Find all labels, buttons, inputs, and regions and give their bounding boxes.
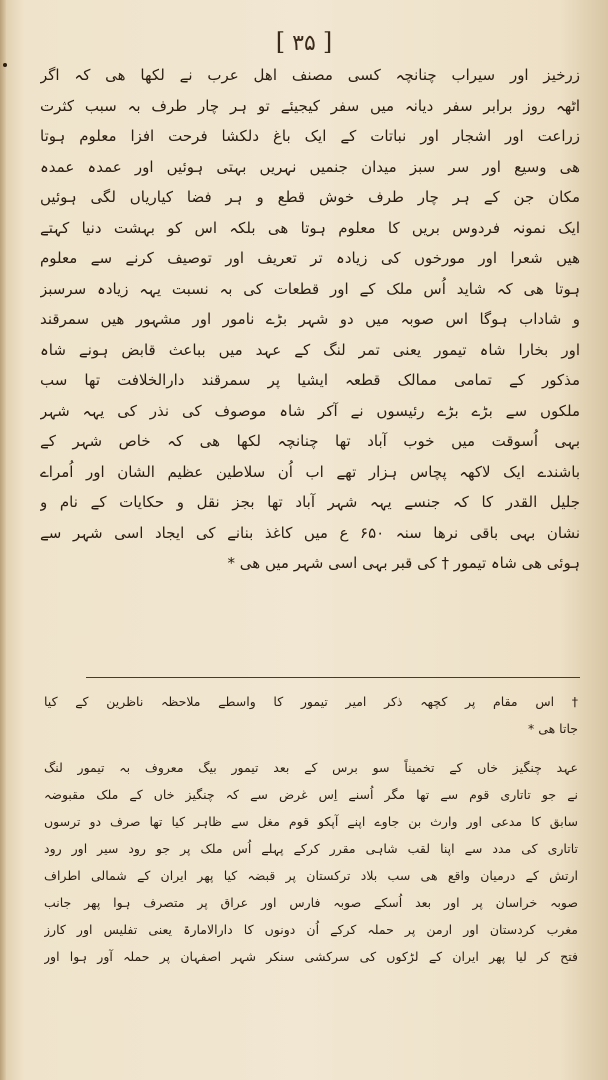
text-line: ملکوں سے بڑے بڑے رئیسوں نے آکر شاہ موصوف کی نذر کی یہہ شہر: [40, 401, 580, 420]
main-text-block: [40, 60, 580, 579]
text-line: اٹھہ روز برابر سفر دیانہ میں سفر کیجیئے تو ہر چار طرف بہ سبب کثرت: [40, 96, 580, 115]
text-line: جلیل القدر کا کہ جنسے یہہ شہر آباد تھا بجز نقل و حکایات کے نام و: [40, 493, 580, 511]
text-line: ہوتا ھی کہ شاید اُس ملک کے اور قطعات کی بہ نسبت یہہ زیادہ سرسبز: [40, 279, 580, 298]
footnote-line: سابق کا مدعی اور وارث بن جاوے اپنے آپکو قوم مغل سے ظاہر کیا تھا صرف دو ترسوں: [44, 814, 578, 829]
text-line: اور بخارا شاہ تیمور یعنی تمر لنگ کے عہد میں بباعث قابض ہونے شاہ: [40, 340, 580, 359]
text-line: بہی اُسوقت میں خوب آباد تھا چنانچہ لکھا ھی کہ خاص شہر کے: [40, 432, 580, 450]
footnote-divider: [86, 677, 580, 678]
text-line: ھیں شعرا اور مورخوں کی زیادہ تر تعریف اور توصیف کرنے سے معلوم: [40, 249, 580, 267]
footnote-line: صوبہ خراسان پر اور بعد اُسکے صوبہ فارس اور عراق پر متصرف ہوا پھر جانب: [44, 895, 578, 910]
footnote-block: [44, 688, 578, 970]
text-line: مکان جن کے ہر چار طرف خوش قطع و ہر فضا کیاریاں لگی ہوئیں: [40, 188, 580, 206]
footnote-line: فتح کر لیا پھر ایران کے لڑکوں کی سرکشی سنکر شہر اصفہان پر حملہ آور ہوا اور: [44, 949, 578, 964]
text-line: نشان بہی باقی نرھا سنہ ۶۵۰ ع میں کاغذ بنانے کی ایجاد اسی شہر سے: [40, 523, 580, 542]
text-line: باشندے ایک لاکھہ پچاس ہزار تھے اب اُن سلاطین عظیم الشان اور اُمراے: [40, 462, 580, 481]
footnote-line: نے جو تاتاری قوم سے تھا مگر اُسنے اِس غرض سے کہ چنگیز خاں کے ملک مقبوضہ: [44, 787, 578, 802]
page-number-value: ۳۵: [292, 31, 316, 56]
footnote-line: جاتا ھی *: [527, 721, 578, 736]
ink-dot: [3, 63, 7, 67]
bracket-close-icon: ]: [322, 28, 333, 56]
footnote-line: ارتش کے درمیان واقع ھی سب بلاد ترکستان پر قبضہ کیا پھر ایران کے شمالی اطراف: [44, 868, 578, 883]
text-line: ھی وسیع اور سر سبز میدان جنمیں نہریں بہتی ہوئیں اور عمدہ عمدہ: [40, 157, 580, 176]
page-number: [0, 28, 608, 56]
page-binding-edge: [0, 0, 6, 1080]
footnote-line: † اس مقام پر کچھہ ذکر امیر تیمور کا واسطے ملاحظہ ناظرین کے کیا: [44, 694, 578, 709]
bracket-open-icon: [: [275, 28, 286, 56]
footnote-line: عہد چنگیز خاں کے تخمیناً سو برس کے بعد تیمور بیگ معروف بہ تیمور لنگ: [44, 760, 578, 775]
text-line: زرخیز اور سیراب چنانچہ کسی مصنف اھل عرب نے لکھا ھی کہ اگر: [40, 66, 580, 84]
text-line: ایک نمونہ فردوس بریں کا معلوم ہوتا ھی بلکہ اس کو بہشت دنیا کہتے: [40, 218, 580, 237]
text-line: مذکور کے تمامی ممالک قطعہ ایشیا پر سمرقند دارالخلافت تھا سب: [40, 371, 580, 389]
text-line: ہوئی ھی شاہ تیمور † کی قبر بہی اسی شہر میں ھی *: [227, 554, 580, 572]
text-line: و شاداب ہوگا اس صوبہ میں دو شہر بڑے نامور اور مشہور ھیں سمرقند: [40, 310, 580, 328]
text-line: زراعت اور اشجار اور نباتات کے ایک باغ دلکشا فرحت افزا معلوم ہوتا: [40, 127, 580, 145]
footnote-line: مغرب کردستان اور ارمن پر حملہ کرکے اُن دونوں کا دارالامارۃ یعنی تفلیس اور کارز: [44, 922, 578, 937]
footnote-line: تاتاری کی مدد سے اپنا لقب شاہی مقرر کرکے پہلے اُس ملک پر جو رود سیر اور رود: [44, 841, 578, 856]
footnote-spacer: [44, 742, 578, 754]
